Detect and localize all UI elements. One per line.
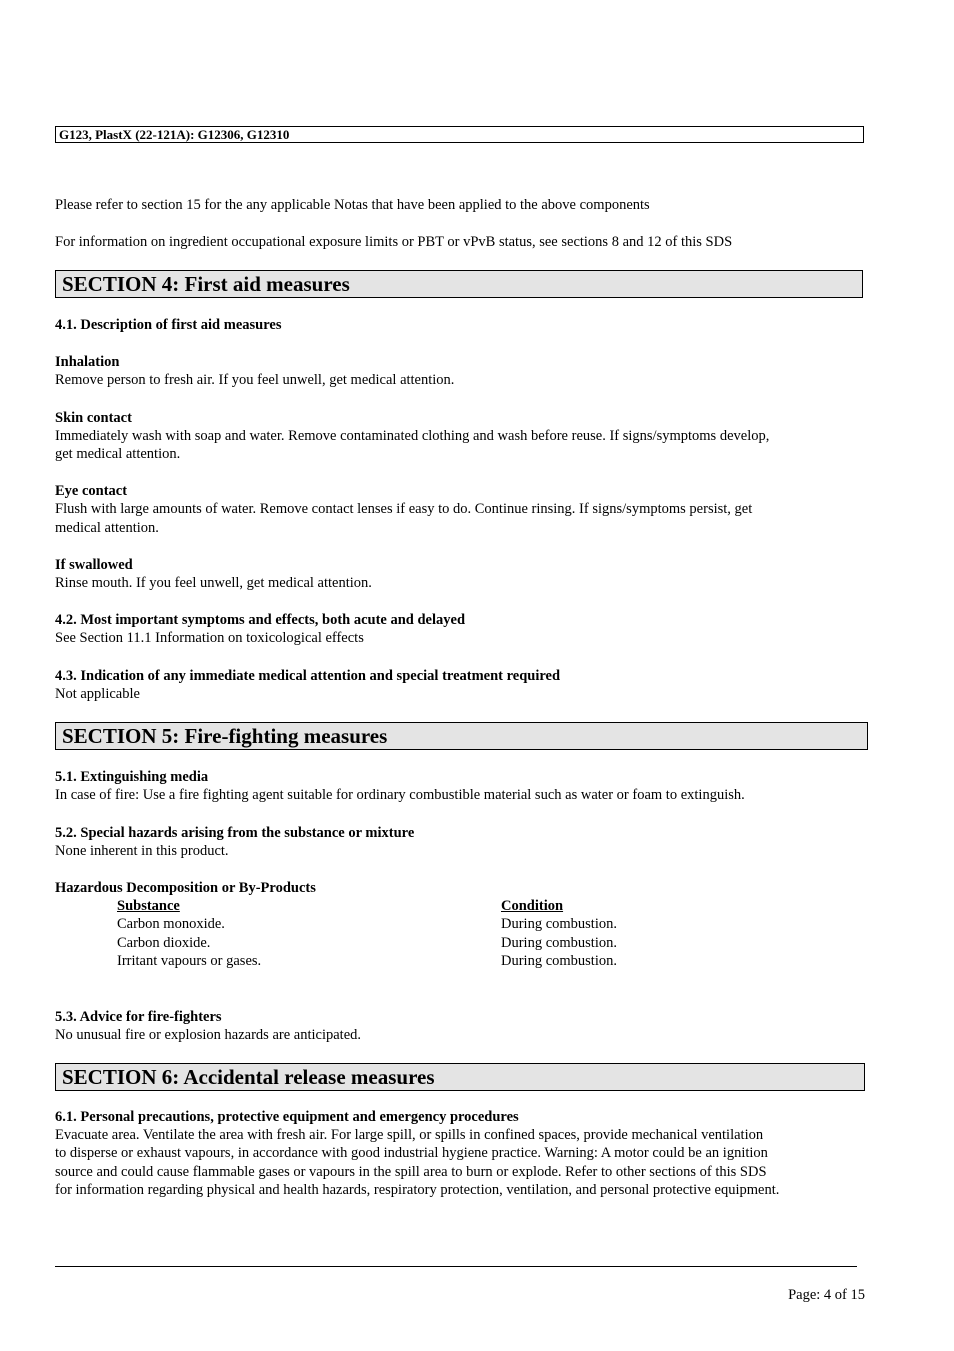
section-5-heading: [55, 722, 868, 750]
notas-note: Please refer to section 15 for the any applicable Notas that have been applied to the above components: [55, 197, 650, 213]
section-6-title: SECTION 6: Accidental release measures: [62, 1065, 435, 1089]
s61-text-1: Evacuate area. Ventilate the area with fresh air. For large spill, or spills in confined spaces, provide mechanical ventilation: [55, 1127, 764, 1143]
s52-text: None inherent in this product.: [55, 843, 229, 859]
section-4-title: SECTION 4: First aid measures: [62, 272, 350, 296]
product-header-box: [55, 126, 864, 143]
eye-text-1: Flush with large amounts of water. Remove contact lenses if easy to do. Continue rinsing. If signs/symptoms persist, get: [55, 501, 753, 517]
s43-text: Not applicable: [55, 686, 140, 702]
s42-heading: 4.2. Most important symptoms and effects, both acute and delayed: [55, 612, 466, 628]
col-substance-header: Substance: [117, 898, 180, 914]
eye-heading: Eye contact: [55, 483, 128, 499]
exposure-note: For information on ingredient occupational exposure limits or PBT or vPvB status, see sections 8 and 12 of this SDS: [55, 234, 733, 250]
s61-text-4: for information regarding physical and health hazards, respiratory protection, ventilation, and personal protective equipment.: [55, 1182, 780, 1198]
section-4-heading: [55, 270, 863, 298]
inhalation-heading: Inhalation: [55, 354, 120, 370]
s42-text: See Section 11.1 Information on toxicological effects: [55, 630, 364, 646]
table-row-condition: During combustion.: [501, 953, 617, 969]
section-5-title: SECTION 5: Fire-fighting measures: [62, 724, 388, 748]
s53-heading: 5.3. Advice for fire-fighters: [55, 1009, 222, 1025]
swallow-text: Rinse mouth. If you feel unwell, get medical attention.: [55, 575, 372, 591]
table-row-substance: Irritant vapours or gases.: [117, 953, 262, 969]
s61-text-2: to disperse or exhaust vapours, in accordance with good industrial hygiene practice. Warning: A motor could be an ignition: [55, 1145, 768, 1161]
s61-text-3: source and could cause flammable gases or vapours in the spill area to burn or explode. Refer to other sections of this SDS: [55, 1164, 767, 1180]
swallow-heading: If swallowed: [55, 557, 133, 573]
col-condition-header: Condition: [501, 898, 564, 914]
s43-heading: 4.3. Indication of any immediate medical attention and special treatment required: [55, 668, 561, 684]
s41-heading: 4.1. Description of first aid measures: [55, 317, 282, 333]
skin-text-1: Immediately wash with soap and water. Remove contaminated clothing and wash before reuse. If signs/symptoms develop,: [55, 428, 770, 444]
hazardous-decomposition-heading: Hazardous Decomposition or By-Products: [55, 880, 316, 896]
skin-text-2: get medical attention.: [55, 446, 181, 462]
section-6-heading: [55, 1063, 865, 1091]
table-row-condition: During combustion.: [501, 916, 617, 932]
page-number: Page: 4 of 15: [788, 1287, 865, 1303]
footer-rule: [55, 1266, 857, 1267]
s51-text: In case of fire: Use a fire fighting agent suitable for ordinary combustible material such as water or foam to extinguish.: [55, 787, 745, 803]
table-row-substance: Carbon dioxide.: [117, 935, 211, 951]
s53-text: No unusual fire or explosion hazards are anticipated.: [55, 1027, 362, 1043]
table-row-condition: During combustion.: [501, 935, 617, 951]
s51-heading: 5.1. Extinguishing media: [55, 769, 209, 785]
table-row-substance: Carbon monoxide.: [117, 916, 225, 932]
skin-heading: Skin contact: [55, 410, 132, 426]
s52-heading: 5.2. Special hazards arising from the substance or mixture: [55, 825, 415, 841]
inhalation-text: Remove person to fresh air. If you feel unwell, get medical attention.: [55, 372, 455, 388]
eye-text-2: medical attention.: [55, 520, 159, 536]
product-line: G123, PlastX (22-121A): G12306, G12310: [59, 127, 290, 142]
s61-heading: 6.1. Personal precautions, protective equipment and emergency procedures: [55, 1109, 519, 1125]
